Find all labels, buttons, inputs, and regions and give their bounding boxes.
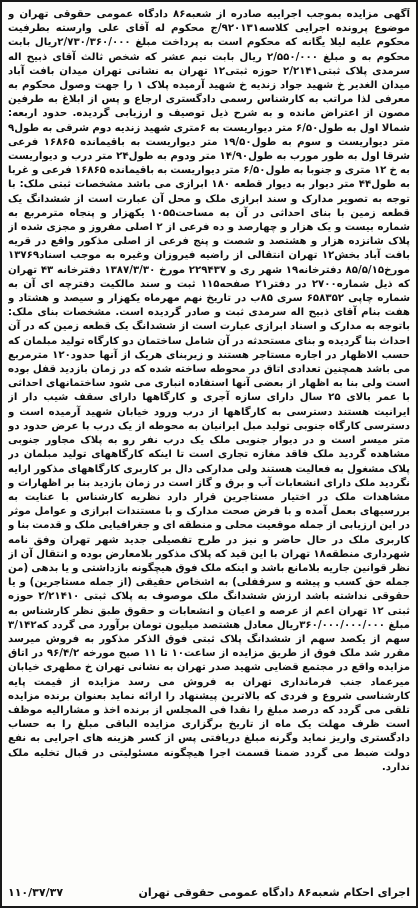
notice-code: ۱۱۰/۳۷/۳۷ (8, 885, 64, 899)
notice-footer (8, 882, 410, 902)
notice-body-text: آگهی مزایده بموجب اجراییه صادره از شعبه۸۶ دادگاه عمومی حقوقی تهران و موضوع پرونده اجرایی کلاسه۹۲۰۱۳۱/ج محکوم له آقای علی وارسته بطرفیت محکوم علیه لیلا یگانه که محکوم است به پرداخت مبلغ ۲/۷۳۰/۳۶۰/۰۰۰ریال بابت محکوم به و مبلغ ۲/۵۵۰/۰۰۰ ریال بابت نیم عشر که شخص ثالث آقای ذبیح اله سرمدی پلاک ثبتی۲/۲۱۴۱ حوزه ثبتی۱۲ تهران به نشانی تهران میدان بافت آباد میدان الغدیر خ شهید جواد زندیه خ شهید آرمیده پلاک ۱ را جهت وصول محکوم به معرفی لذا مراتب به کارشناس رسمی دادگستری ارجاع و پس از ابلاغ به طرفین مصون از اعتراض مانده و به شرح ذیل توصیف و ارزیابی گردیده. حدود اربعه: شمالا اول به طول۶/۵۰ متر دیواریست به ۶متری شهید زندیه دوم شرقی به طول۹ متر دیواریست و سوم به طول۱۹/۵۰ متر دیواریست به باقیمانده ۱۶۸۶۵ فرعی شرقا اول به طور مورب به طول۱۴/۹۰ متر ودوم به طول۲۴ متر درب و دیواریست به خ ۱۲ متری و جنوبا به طول۶/۵۰ متر دیواریست به باقیمانده ۱۶۸۶۵ فرعی و غربا به طول۴۴ متر دیوار به دیوار قطعه ۱۸۰ ابرازی می باشد مشخصات ثبتی ملک: با توجه به تصویر مدارک و سند ابرازی ملک و محل آن عبارت است از ششدانگ یک قطعه زمین با بنای احداثی در آن به مساحت۱۰۵۵ یکهزار و پنجاه مترمربع به شماره بیست و یک هزار و چهارصد و ده فرعی از ۲ اصلی مفروز و مجزی شده از پلاک شانزده هزار و هشتصد و شصت و پنج فرعی از اصلی مذکور واقع در قریه بافت آباد بخش۱۲ تهران انتقالی از راضیه فیروزان وغیره به موجب اسناد۱۳۷۶۹ مورخ۸۵/۵/۱۵ دفترخانه۱۹ شهر ری و ۲۲۹۴۳۷ مورخ ۱۳۸۷/۳/۳۰ دفترخانه ۴۳ تهران که ذیل شماره۲۷۰۰ در دفتر۲۱ صفحه۱۱۵ ثبت و سند مالکیت دفترچه ای آن به شماره چاپی ۶۵۸۳۵۲ سری ۸۵ب در تاریخ نهم مهرماه یکهزار و سیصد و هشتاد و هفت بنام آقای ذبیح اله سرمدی ثبت و صادر گردیده است. مشخصات بنای ملک: باتوجه به مدارک و اسناد ابرازی عبارت است از ششدانگ یک قطعه زمین که در آن احداث بنا گردیده و بنای مستحدثه در آن شامل ساختمان دو کارگاه تولید مبلمان که حسب الاظهار در اجاره مستاجر هستند و زیربنای هریک از آنها حدود۱۲۰ مترمربع می باشد همچنین تعدادی اتاق در محوطه ساخته شده که در زمان بازدید قفل بوده است ولی بنا به اظهار از بعضی آنها استفاده انباری می شود ساختمانهای احداثی با عمر بالای ۲۵ سال دارای سازه آجری و کارگاهها دارای سقف شیب دار از ایرانیت هستند دسترسی به کارگاهها از درب ورود خیابان شهید آرمیده است و دسترسی کارگاه جنوبی تولید مبل ایرانیان به محوطه از یک درب با عرض حدود دو متر میسر است و در دیوار جنوبی ملک یک درب نفر رو به پلاک مجاور جنوبی مشاهده گردید ملک فاقد مغازه تجاری است تا اینکه کارگاههای تولید مبلمان در پلاک مشغول به فعالیت هستند ولی مدارکی دال بر کاربری کارگاههای مذکور ارایه نگردید ملک دارای انشعابات آب و برق و گاز است در زمان بازدید بنا بر اظهارات و مشاهدات ملک در اختیار مستاجرین قرار دارد نظریه کارشناس با عنایت به بررسیهای بعمل آمده و با فرض صحت مدارک و با مستندات ابرازی و عوامل موثر در این ارزیابی از جمله موقعیت محلی و منطقه ای و جغرافیایی ملک و قدمت بنا و کاربری ملک در حال حاضر و نیز در طرح تفصیلی جدید شهر تهران وفق نامه شهرداری منطقه۱۸ تهران با این قید که پلاک مذکور بلامعارض بوده و انتقال آن از نظر قوانین جاریه بلامانع باشد و اینکه ملک فوق هیچگونه بازداشتی و یا بدهی (من جمله حق کسب و پیشه و سرقفلی) به اشخاص حقیقی (از جمله مستاجرین) و یا حقوقی نداشته باشد ارزش ششدانگ ملک موصوف به پلاک ثبتی ۲/۲۱۴۱۰ حوزه ثبتی ۱۲ تهران اعم از عرصه و اعیان و انشعابات و حقوق طبق نظر کارشناس به مبلغ ۳۶۰/۰۰۰/۰۰۰/۰۰۰ریال معادل هشتصد میلیون تومان برآورد می گردد که۳/۱۴۲ سهم از یکصد سهم از ششدانگ پلاک ثبتی فوق الذکر مذکور به فروش میرسد مقرر شد ملک فوق از طریق مزایده از ساعت۱۰ تا ۱۱ صبح مورخه ۹۶/۴/۲ در اتاق مزایده واقع در مجتمع قضایی شهید صدر تهران به نشانی تهران خ مطهری خیابان میرعماد جنب فرمانداری تهران به فروش می رسد مزایده از قیمت پایه کارشناسی شروع و فردی که بالاترین پیشنهاد را ارائه نماید بعنوان برنده مزایده تلقی می گردد که درصد مبلغ را نقدا فی المجلس از برنده اخذ و مشارالیه موظف است ظرف مهلت یک ماه از تاریخ برگزاری مزایده الباقی مبلغ را به حساب دادگستری واریز نماید وگرنه مبلغ دریافتی پس از کسر هزینه های اجرایی به نفع دولت ضبط می گردد ضمنا قسمت اجرا هیچگونه مسئولیتی در قبال تخلیه ملک ندارد. (8, 9, 410, 773)
issuer-signature: اجرای احکام شعبه۸۶ دادگاه عمومی حقوقی تهران (138, 885, 410, 899)
